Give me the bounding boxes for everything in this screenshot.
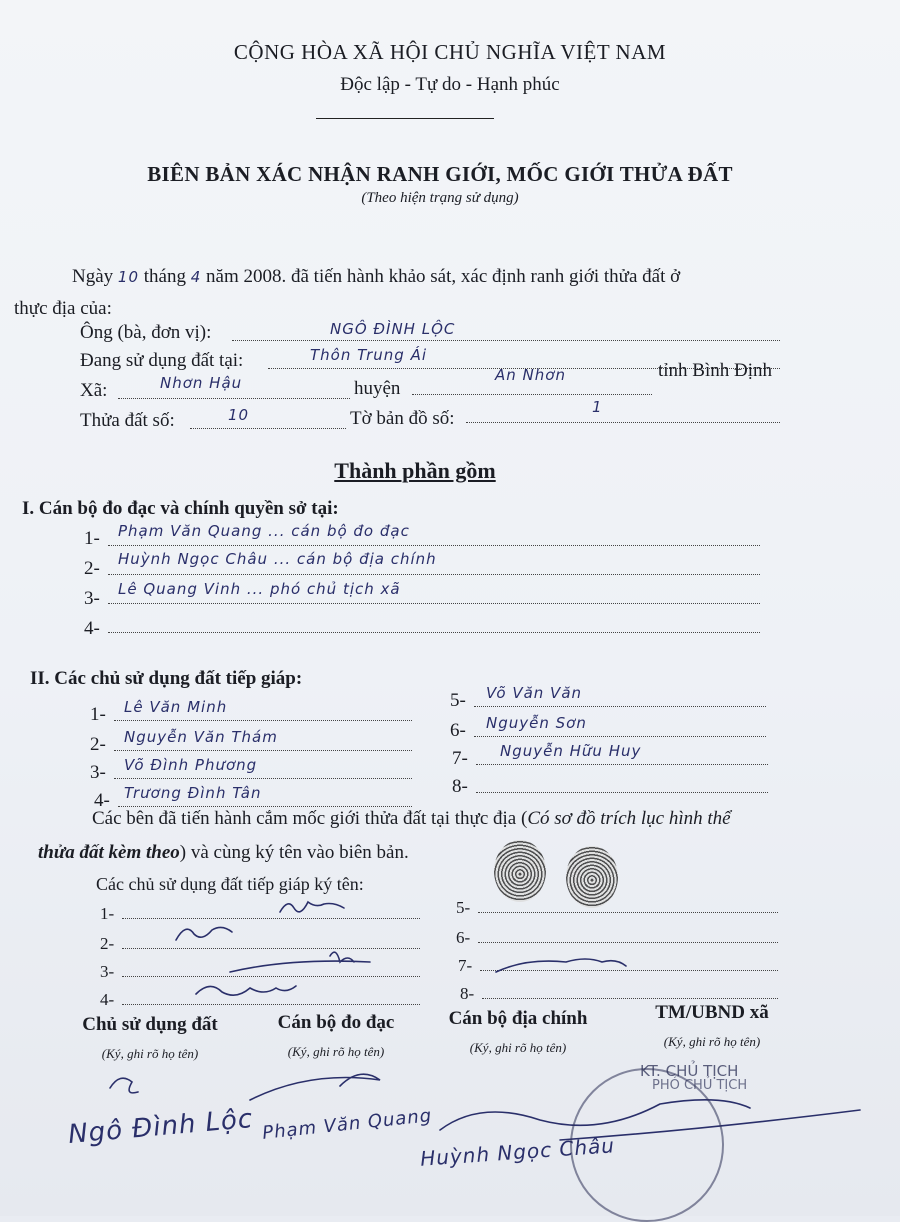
list-item-line bbox=[476, 792, 768, 793]
signature-scribble bbox=[110, 1078, 138, 1093]
list-item-line bbox=[476, 764, 768, 765]
signer-num: 7- bbox=[458, 956, 473, 975]
address-value: Thôn Trung Ái bbox=[310, 346, 428, 364]
list-item-value: Võ Đình Phương bbox=[124, 756, 258, 774]
map-line bbox=[466, 422, 780, 423]
list-item-line bbox=[114, 778, 412, 779]
date-prefix: Ngày bbox=[72, 266, 114, 287]
signer-num: 2- bbox=[100, 934, 115, 953]
signer-num: 6- bbox=[456, 928, 471, 947]
footer-signature-owner: Ngô Đình Lộc bbox=[67, 1103, 255, 1151]
signer-num: 3- bbox=[100, 962, 115, 981]
list-item-num: 2- bbox=[84, 558, 100, 579]
owner-line bbox=[232, 340, 780, 341]
list-item-num: 4- bbox=[84, 618, 100, 639]
footer-title-committee: TM/UBND xã bbox=[655, 1002, 769, 1023]
signature-scribble bbox=[250, 1074, 380, 1100]
intro-rest: . đã tiến hành khảo sát, xác định ranh giới thửa đất ở bbox=[281, 266, 681, 287]
province: tỉnh Bình Định bbox=[658, 360, 773, 381]
list-item-value: Võ Văn Văn bbox=[486, 684, 583, 702]
list-item-value: Lê Văn Minh bbox=[124, 698, 228, 716]
parcel-line bbox=[190, 428, 346, 429]
list-item-line bbox=[474, 736, 766, 737]
list-item-value: Lê Quang Vinh ... phó chủ tịch xã bbox=[118, 580, 401, 598]
district-label: huyện bbox=[354, 378, 401, 399]
parcel-label: Thửa đất số: bbox=[80, 410, 175, 431]
document-subtitle: (Theo hiện trạng sử dụng) bbox=[361, 190, 519, 206]
list-item-line bbox=[474, 706, 766, 707]
nation-header: CỘNG HÒA XÃ HỘI CHỦ NGHĨA VIỆT NAM bbox=[233, 40, 667, 64]
document-title: BIÊN BẢN XÁC NHẬN RANH GIỚI, MỐC GIỚI THỬA ĐẤT bbox=[147, 162, 733, 186]
footer-title-owner: Chủ sử dụng đất bbox=[82, 1014, 218, 1035]
list-item-line bbox=[114, 720, 412, 721]
list-item-num: 1- bbox=[84, 528, 100, 549]
footer-signature-cadastral: Huỳnh Ngọc Châu bbox=[419, 1133, 616, 1171]
list-item-value: Trương Đình Tân bbox=[124, 784, 262, 802]
date-month: 4 bbox=[190, 268, 202, 286]
list-item-value: Phạm Văn Quang ... cán bộ đo đạc bbox=[118, 522, 410, 540]
list-item-line bbox=[118, 806, 412, 807]
signer-num: 5- bbox=[456, 898, 471, 917]
signature-scribble bbox=[230, 952, 370, 972]
signers-heading: Các chủ sử dụng đất tiếp giáp ký tên: bbox=[96, 874, 364, 894]
footer-title-cadastral: Cán bộ địa chính bbox=[448, 1008, 588, 1029]
statement-text: Các bên đã tiến hành cắm mốc giới thửa đất tại thực địa ( bbox=[92, 808, 528, 829]
footer-note-committee: (Ký, ghi rõ họ tên) bbox=[663, 1034, 761, 1049]
parcel-value: 10 bbox=[228, 406, 250, 424]
map-value: 1 bbox=[592, 398, 603, 416]
motto: Độc lập - Tự do - Hạnh phúc bbox=[340, 74, 560, 95]
statement-line-2 bbox=[38, 842, 409, 864]
section2-heading: II. Các chủ sử dụng đất tiếp giáp: bbox=[30, 668, 303, 689]
list-item-num: 8- bbox=[452, 776, 468, 797]
footer-note-owner: (Ký, ghi rõ họ tên) bbox=[101, 1046, 199, 1061]
map-label: Tờ bản đồ số: bbox=[350, 408, 455, 429]
statement-end: ) và cùng ký tên vào biên bản. bbox=[179, 842, 409, 863]
list-item-value: Nguyễn Văn Thám bbox=[124, 728, 278, 746]
list-item-line bbox=[108, 545, 760, 546]
owner-label: Ông (bà, đơn vị): bbox=[80, 322, 212, 343]
list-item-num: 2- bbox=[90, 734, 106, 755]
list-item-line bbox=[108, 603, 760, 604]
signer-num: 8- bbox=[460, 984, 475, 1003]
footer-note-cadastral: (Ký, ghi rõ họ tên) bbox=[469, 1040, 567, 1055]
owner-value: NGÔ ĐÌNH LỘC bbox=[330, 320, 456, 338]
section-title: Thành phần gồm bbox=[334, 458, 496, 483]
commune-label: Xã: bbox=[80, 380, 108, 401]
footer-signature-surveyor: Phạm Văn Quang bbox=[261, 1105, 434, 1144]
signature-scribble bbox=[176, 927, 232, 940]
stamp-text: KT. CHỦ TỊCH bbox=[640, 1062, 739, 1080]
commune-line bbox=[118, 398, 350, 399]
list-item-num: 3- bbox=[84, 588, 100, 609]
list-item-line bbox=[114, 750, 412, 751]
commune-value: Nhơn Hậu bbox=[160, 374, 243, 392]
list-item-value: Nguyễn Hữu Huy bbox=[500, 742, 642, 760]
date-day: 10 bbox=[117, 268, 139, 286]
list-item-line bbox=[108, 632, 760, 633]
signature-scribble bbox=[496, 959, 626, 972]
footer-note-surveyor: (Ký, ghi rõ họ tên) bbox=[287, 1044, 385, 1059]
list-item-value: Huỳnh Ngọc Châu ... cán bộ địa chính bbox=[118, 550, 437, 568]
list-item-num: 1- bbox=[90, 704, 106, 725]
list-item-value: Nguyễn Sơn bbox=[486, 714, 587, 732]
list-item-num: 5- bbox=[450, 690, 466, 711]
list-item-num: 7- bbox=[452, 748, 468, 769]
intro-line-2: thực địa của: bbox=[14, 298, 112, 319]
list-item-line bbox=[108, 574, 760, 575]
address-label: Đang sử dụng đất tại: bbox=[80, 350, 244, 371]
list-item-num: 3- bbox=[90, 762, 106, 783]
signer-num: 1- bbox=[100, 904, 115, 923]
header-divider bbox=[316, 118, 494, 119]
date-year: năm 2008 bbox=[206, 266, 282, 287]
intro-line bbox=[72, 266, 680, 288]
statement-italic: Có sơ đồ trích lục hình thể bbox=[527, 808, 731, 829]
signer-num: 4- bbox=[100, 990, 115, 1009]
statement-italic-bold: thửa đất kèm theo bbox=[38, 842, 180, 863]
month-label: tháng bbox=[143, 266, 186, 287]
signature-scribble bbox=[280, 902, 344, 912]
statement-line-1 bbox=[92, 808, 731, 830]
footer-title-surveyor: Cán bộ đo đạc bbox=[277, 1012, 395, 1033]
signature-scribble bbox=[196, 986, 296, 995]
stamp-text-2: PHÓ CHỦ TỊCH bbox=[652, 1078, 748, 1093]
section1-heading: I. Cán bộ đo đạc và chính quyền sở tại: bbox=[22, 498, 339, 519]
district-line bbox=[412, 394, 652, 395]
list-item-num: 4- bbox=[94, 790, 110, 811]
district-value: An Nhơn bbox=[495, 366, 566, 384]
list-item-num: 6- bbox=[450, 720, 466, 741]
